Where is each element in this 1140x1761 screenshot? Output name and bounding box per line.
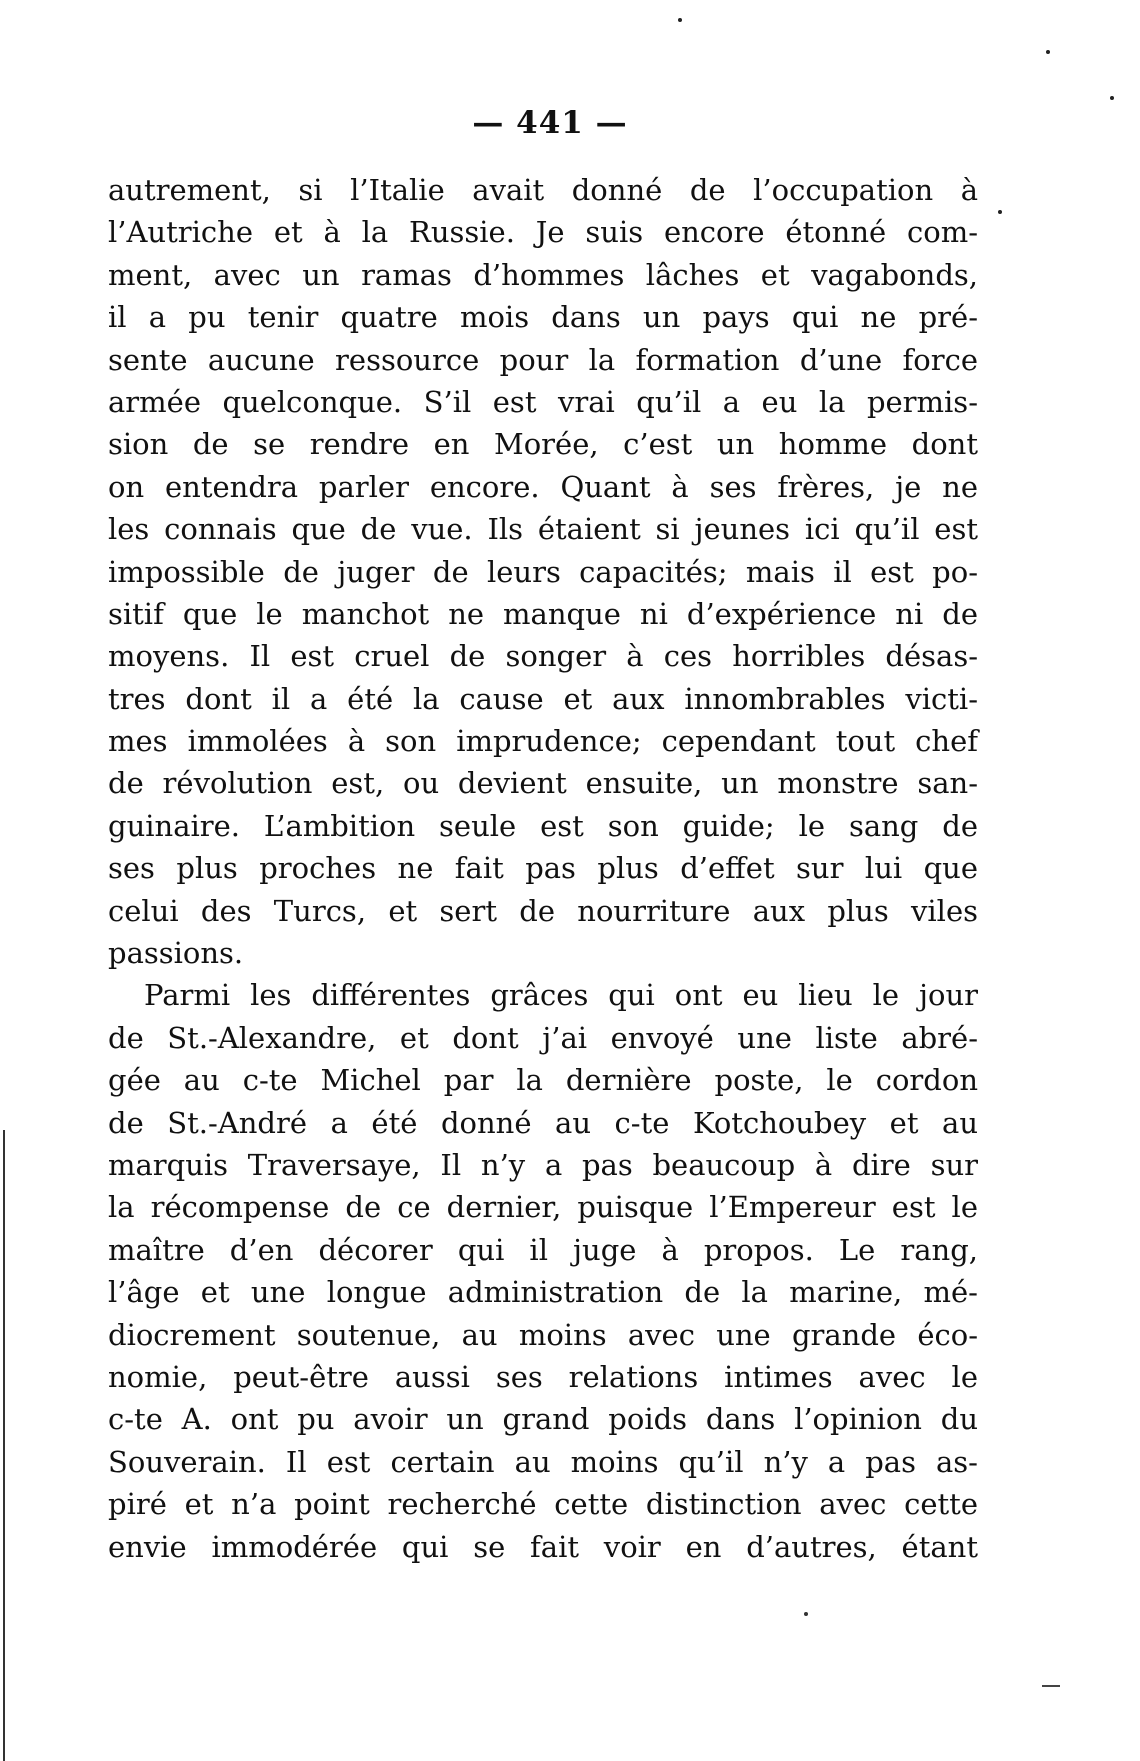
text-line: on entendra parler encore. Quant à ses frères, je ne — [108, 469, 978, 504]
text-line: l’âge et une longue administration de la marine, mé- — [108, 1275, 978, 1310]
text-line: impossible de juger de leurs capacités; mais il est po- — [108, 554, 978, 589]
text-line: passions. — [108, 936, 244, 971]
text-line: moyens. Il est cruel de songer à ces horribles désas- — [108, 639, 978, 674]
scan-speck — [998, 210, 1002, 214]
text-line: Souverain. Il est certain au moins qu’il n’y a pas as- — [108, 1444, 978, 1479]
text-line: mes immolées à son imprudence; cependant tout chef — [108, 724, 978, 759]
page-number: — 441 — — [472, 105, 628, 141]
body-text — [108, 169, 978, 1568]
scan-speck — [1110, 96, 1114, 100]
text-line: c-te A. ont pu avoir un grand poids dans l’opinion du — [108, 1402, 978, 1437]
scan-speck — [1046, 50, 1050, 54]
text-line: guinaire. L’ambition seule est son guide; le sang de — [108, 808, 978, 843]
scan-speck — [804, 1612, 808, 1616]
text-line: diocrement soutenue, au moins avec une grande éco- — [108, 1317, 978, 1352]
text-line: nomie, peut-être aussi ses relations intimes avec le — [108, 1359, 978, 1394]
text-line: les connais que de vue. Ils étaient si jeunes ici qu’il est — [108, 512, 978, 547]
text-line: autrement, si l’Italie avait donné de l’occupation à — [108, 173, 978, 207]
text-line: piré et n’a point recherché cette distinction avec cette — [108, 1487, 978, 1522]
text-line: de St.-Alexandre, et dont j’ai envoyé une liste abré- — [108, 1020, 978, 1055]
text-line: l’Autriche et à la Russie. Je suis encore étonné com- — [108, 215, 978, 250]
text-line: sitif que le manchot ne manque ni d’expérience ni de — [108, 596, 978, 631]
text-line: sion de se rendre en Morée, c’est un homme dont — [108, 427, 978, 462]
text-line: il a pu tenir quatre mois dans un pays qui ne pré- — [108, 300, 978, 335]
text-line: de St.-André a été donné au c-te Kotchoubey et au — [108, 1105, 978, 1140]
text-line: envie immodérée qui se fait voir en d’autres, étant — [108, 1529, 978, 1564]
text-line: ment, avec un ramas d’hommes lâches et vagabonds, — [108, 257, 978, 292]
text-line: armée quelconque. S’il est vrai qu’il a eu la permis- — [108, 384, 978, 419]
text-line: maître d’en décorer qui il juge à propos. Le rang, — [108, 1232, 978, 1267]
text-line: de révolution est, ou devient ensuite, un monstre san- — [108, 766, 978, 801]
text-line: sente aucune ressource pour la formation d’une force — [108, 342, 978, 377]
text-line: tres dont il a été la cause et aux innombrables victi- — [108, 681, 978, 716]
text-line: gée au c-te Michel par la dernière poste, le cordon — [108, 1063, 978, 1098]
text-line: ses plus proches ne fait pas plus d’effet sur lui que — [108, 851, 978, 886]
text-line: marquis Traversaye, Il n’y a pas beaucoup à dire sur — [108, 1147, 978, 1182]
text-line: celui des Turcs, et sert de nourriture aux plus viles — [108, 893, 978, 928]
text-line: la récompense de ce dernier, puisque l’Empereur est le — [108, 1190, 978, 1225]
text-line: Parmi les différentes grâces qui ont eu lieu le jour — [144, 978, 978, 1013]
scan-speck — [678, 18, 682, 22]
